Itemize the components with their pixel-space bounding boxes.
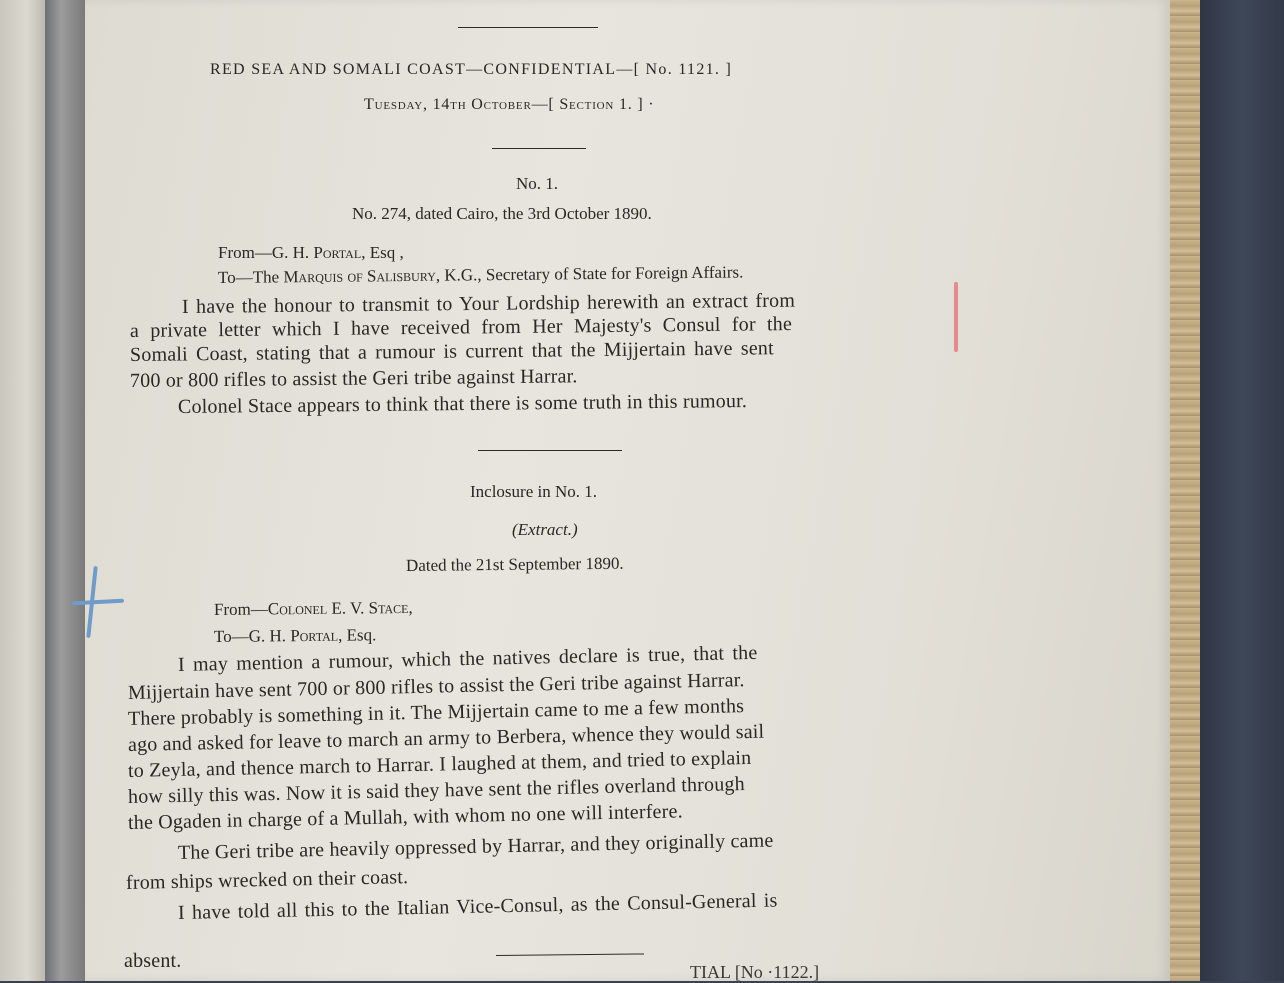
inclosure-body-line: I may mention a rumour, which the natives declare is true, that the xyxy=(177,641,758,676)
next-page-header-fragment: TIAL [No ·1122.] xyxy=(690,962,820,982)
inclosure-date: Dated the 21st September 1890. xyxy=(405,553,624,575)
to-suffix: , K.G., Secretary of State for Foreign Affairs. xyxy=(435,262,744,285)
inclosure-from xyxy=(214,598,413,620)
from-prefix: From— xyxy=(213,599,268,619)
inclosure-body-line: There probably is something in it. The Mijjertain came to me a few months xyxy=(127,695,745,730)
letter-body-line: Somali Coast, stating that a rumour is current that the Mijjertain have sent xyxy=(129,337,774,366)
to-suffix: , Esq. xyxy=(337,625,377,645)
inclosure-title: Inclosure in No. 1. xyxy=(470,482,598,501)
section-rule xyxy=(492,148,586,149)
pink-margin-mark xyxy=(954,282,958,352)
letter-reference: No. 274, dated Cairo, the 3rd October 1890. xyxy=(352,204,652,223)
extract-label: (Extract.) xyxy=(512,520,578,539)
letter-body-line: a private letter which I have received from Her Majesty's Consul for the xyxy=(129,313,793,342)
from-suffix: , Esq , xyxy=(361,243,404,262)
blue-cross-mark-bar xyxy=(72,599,124,606)
from-name: Portal xyxy=(313,243,362,262)
inclosure-to xyxy=(214,625,376,647)
letter-body-line: 700 or 800 rifles to assist the Geri tribe against Harrar. xyxy=(129,365,578,392)
inclosure-body-line: absent. xyxy=(124,950,182,972)
divider-rule xyxy=(478,450,622,451)
end-rule xyxy=(496,953,644,956)
letter-number: No. 1. xyxy=(516,174,559,193)
inclosure-body-line: The Geri tribe are heavily oppressed by Harrar, and they originally came xyxy=(177,829,774,864)
to-prefix: To—The xyxy=(217,267,284,287)
header-title: RED SEA AND SOMALI COAST—CONFIDENTIAL—[ No. 1121. ] xyxy=(210,61,733,78)
inclosure-body-line: from ships wrecked on their coast. xyxy=(125,866,409,894)
top-rule xyxy=(458,27,598,28)
letter-to xyxy=(218,262,744,288)
from-suffix: , xyxy=(408,597,413,617)
letter-from xyxy=(218,243,404,263)
inclosure-body-line: I have told all this to the Italian Vice-Consul, as the Consul-General is xyxy=(177,889,778,924)
from-prefix: From—G. H. xyxy=(218,243,314,262)
inclosure-body-line: Mijjertain have sent 700 or 800 rifles to assist the Geri tribe against Harrar. xyxy=(127,669,745,704)
from-name: Colonel E. V. Stace xyxy=(267,597,409,619)
inclosure-body-line: how silly this was. Now it is said they have sent the rifles overland through xyxy=(127,773,746,808)
to-prefix: To—G. H. xyxy=(213,626,291,646)
header-section: —[ Section 1. ] · xyxy=(531,96,655,113)
to-name: Marquis of Salisbury xyxy=(283,265,436,287)
inclosure-body-line: ago and asked for leave to march an army to Berbera, whence they would sail xyxy=(127,720,765,756)
to-name: Portal xyxy=(290,625,339,646)
header-date-line xyxy=(364,96,654,114)
inclosure-body-line: to Zeyla, and thence march to Harrar. I laughed at them, and tried to explain xyxy=(127,746,752,782)
letter-body-line: I have the honour to transmit to Your Lordship herewith an extract from xyxy=(181,289,796,318)
letter-body-line: Colonel Stace appears to think that there is some truth in this rumour. xyxy=(177,390,748,418)
inclosure-body-line: the Ogaden in charge of a Mullah, with whom no one will interfere. xyxy=(127,800,684,834)
header-date-day: Tuesday, 14th October xyxy=(364,96,532,113)
